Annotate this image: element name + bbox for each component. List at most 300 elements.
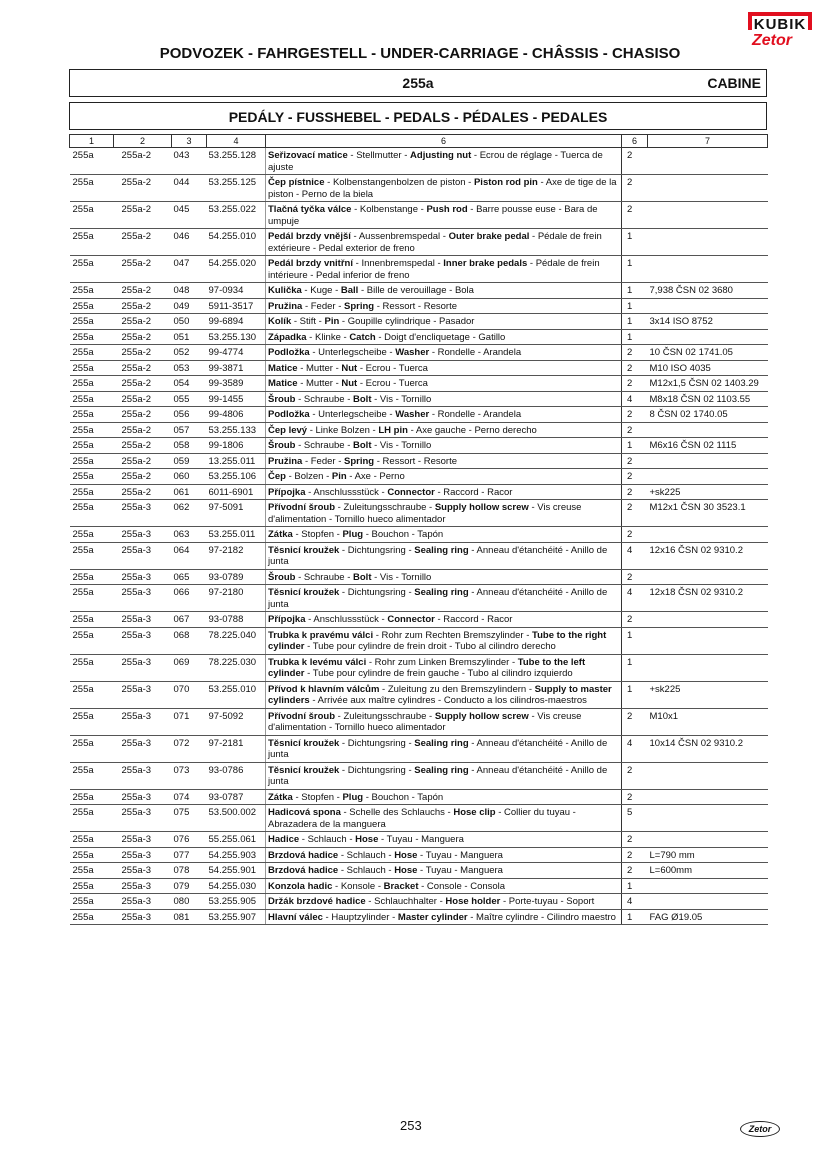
- cell-group: 255a: [70, 762, 114, 789]
- cell-position: 073: [172, 762, 207, 789]
- table-row: [70, 298, 768, 314]
- cell-part-number: 99-1455: [207, 391, 266, 407]
- cell-figure: 255a-3: [114, 612, 172, 628]
- cell-quantity: 2: [622, 569, 648, 585]
- cell-position: 055: [172, 391, 207, 407]
- cell-description: [266, 500, 622, 527]
- description-text: - Ressort - Resorte: [374, 300, 457, 312]
- description-text: - Stopfen -: [292, 791, 343, 803]
- description-bold: Adjusting nut: [410, 150, 472, 161]
- description-text: - Console - Consola: [418, 880, 506, 892]
- cell-note: [648, 329, 768, 345]
- description-bold: Přípojka: [268, 614, 306, 625]
- cell-figure: 255a-3: [114, 569, 172, 585]
- cell-note: 3x14 ISO 8752: [648, 314, 768, 330]
- kubik-logo: KUBIK: [748, 12, 812, 30]
- cell-position: 057: [172, 422, 207, 438]
- column-header: 7: [648, 135, 768, 148]
- cell-part-number: 97-2180: [207, 585, 266, 612]
- description-text: - Barre pousse euse - Bara de umpuje: [268, 204, 598, 227]
- cell-figure: 255a-3: [114, 789, 172, 805]
- description-bold: Šroub: [268, 440, 296, 451]
- description-text: - Porte-tuyau - Soport: [500, 896, 595, 907]
- table-row: [70, 894, 768, 910]
- cell-part-number: 53.255.128: [207, 148, 266, 175]
- description-text: - Mutter -: [297, 378, 342, 389]
- cell-description: [266, 229, 622, 256]
- table-row: [70, 345, 768, 361]
- description-bold: Bolt: [353, 393, 372, 405]
- table-row: [70, 484, 768, 500]
- cell-note: +sk225: [648, 681, 768, 708]
- cell-note: [648, 878, 768, 894]
- cell-note: [648, 612, 768, 628]
- description-text: - Dichtungsring -: [339, 587, 415, 598]
- table-row: [70, 585, 768, 612]
- cell-group: 255a: [70, 735, 114, 762]
- cell-quantity: 2: [622, 500, 648, 527]
- description-bold: Hose holder: [445, 896, 501, 907]
- description-bold: Pružina: [268, 455, 303, 467]
- cell-position: 077: [172, 847, 207, 863]
- description-bold: Sealing ring: [414, 544, 469, 556]
- description-text: - Schlauch -: [299, 834, 356, 845]
- cell-part-number: 99-3589: [207, 376, 266, 392]
- cell-description: [266, 175, 622, 202]
- cell-group: 255a: [70, 376, 114, 392]
- description-bold: Držák brzdové hadice: [268, 896, 366, 907]
- table-row: [70, 863, 768, 879]
- column-header: 3: [172, 135, 207, 148]
- cell-group: 255a: [70, 894, 114, 910]
- description-bold: Pin: [324, 316, 340, 327]
- description-bold: Přívod k hlavním válcům: [268, 683, 380, 695]
- cell-part-number: 97-5091: [207, 500, 266, 527]
- description-text: - Rohr zum Rechten Bremszylinder -: [373, 629, 533, 641]
- cell-part-number: 97-5092: [207, 708, 266, 735]
- description-bold: Těsnicí kroužek: [268, 587, 340, 598]
- description-text: - Axe - Perno: [346, 471, 405, 482]
- cell-part-number: 93-0786: [207, 762, 266, 789]
- description-text: - Vis creuse d'alimentation - Tornillo hueco alimentador: [268, 502, 582, 525]
- description-text: - Feder -: [302, 300, 345, 312]
- cell-description: [266, 298, 622, 314]
- description-text: - Zuleitungsschraube -: [335, 502, 435, 513]
- cell-figure: 255a-3: [114, 708, 172, 735]
- cell-position: 070: [172, 681, 207, 708]
- cell-figure: 255a-2: [114, 314, 172, 330]
- description-text: - Ressort - Resorte: [374, 455, 457, 467]
- table-row: [70, 202, 768, 229]
- cell-group: 255a: [70, 612, 114, 628]
- cell-position: 059: [172, 453, 207, 469]
- subtitle: PEDÁLY - FUSSHEBEL - PEDALS - PÉDALES - PEDALES: [228, 109, 608, 125]
- description-text: - Zuleitungsschraube -: [335, 710, 435, 722]
- cell-position: 054: [172, 376, 207, 392]
- cell-figure: 255a-3: [114, 585, 172, 612]
- cell-note: M10x1: [648, 708, 768, 735]
- description-bold: Bolt: [353, 571, 372, 583]
- cell-group: 255a: [70, 229, 114, 256]
- cell-note: 12x18 ČSN 02 9310.2: [648, 585, 768, 612]
- cell-figure: 255a-2: [114, 391, 172, 407]
- cell-part-number: 99-4774: [207, 345, 266, 361]
- description-text: - Schlauch -: [338, 849, 395, 861]
- parts-table-body: [70, 148, 768, 925]
- description-text: - Dichtungsring -: [339, 737, 415, 749]
- cell-quantity: 1: [622, 256, 648, 283]
- description-bold: Push rod: [426, 204, 468, 215]
- description-text: - Anneau d'étanchéité - Anillo de junta: [268, 764, 608, 787]
- description-text: - Konsole -: [332, 880, 384, 892]
- description-text: - Stellmutter -: [347, 150, 411, 161]
- description-text: - Vis - Tornillo: [371, 571, 432, 583]
- cell-figure: 255a-2: [114, 484, 172, 500]
- cell-group: 255a: [70, 542, 114, 569]
- cell-description: [266, 735, 622, 762]
- cell-note: [648, 202, 768, 229]
- description-text: - Dichtungsring -: [339, 764, 415, 776]
- cell-figure: 255a-2: [114, 360, 172, 376]
- table-row: [70, 453, 768, 469]
- cell-group: 255a: [70, 438, 114, 454]
- cell-quantity: 2: [622, 762, 648, 789]
- cell-note: FAG Ø19.05: [648, 909, 768, 925]
- cell-position: 063: [172, 527, 207, 543]
- cell-group: 255a: [70, 863, 114, 879]
- table-row: [70, 360, 768, 376]
- description-text: - Stopfen -: [292, 529, 343, 540]
- description-bold: Pin: [331, 471, 347, 482]
- cell-group: 255a: [70, 789, 114, 805]
- description-text: - Axe gauche - Perno derecho: [407, 424, 537, 436]
- cell-note: [648, 527, 768, 543]
- description-text: - Stift -: [291, 316, 325, 327]
- description-text: - Axe de tige de la piston - Perno de la biela: [268, 177, 617, 200]
- cell-part-number: 53.255.010: [207, 681, 266, 708]
- cell-quantity: 2: [622, 148, 648, 175]
- cell-figure: 255a-2: [114, 229, 172, 256]
- description-bold: Seřizovací matice: [268, 150, 348, 161]
- cell-description: [266, 863, 622, 879]
- cell-group: 255a: [70, 469, 114, 485]
- cell-description: [266, 283, 622, 299]
- cell-quantity: 2: [622, 612, 648, 628]
- cell-quantity: 2: [622, 422, 648, 438]
- cell-description: [266, 202, 622, 229]
- cell-description: [266, 438, 622, 454]
- cell-group: 255a: [70, 484, 114, 500]
- cell-position: 050: [172, 314, 207, 330]
- cell-quantity: 1: [622, 229, 648, 256]
- cell-description: [266, 762, 622, 789]
- cell-part-number: 97-2181: [207, 735, 266, 762]
- cell-position: 072: [172, 735, 207, 762]
- parts-table: [69, 134, 768, 925]
- cell-note: [648, 832, 768, 848]
- description-text: - Bouchon - Tapón: [363, 529, 444, 540]
- cell-group: 255a: [70, 654, 114, 681]
- cell-quantity: 1: [622, 681, 648, 708]
- description-text: - Mutter -: [297, 362, 342, 374]
- description-text: - Raccord - Racor: [434, 486, 513, 498]
- cell-description: [266, 542, 622, 569]
- cell-position: 064: [172, 542, 207, 569]
- cell-position: 067: [172, 612, 207, 628]
- description-text: - Vis - Tornillo: [371, 440, 432, 451]
- cell-description: [266, 832, 622, 848]
- cell-part-number: 54.255.030: [207, 878, 266, 894]
- description-bold: Podložka: [268, 409, 310, 420]
- cell-figure: 255a-2: [114, 148, 172, 175]
- cell-quantity: 2: [622, 407, 648, 423]
- cell-note: [648, 229, 768, 256]
- cell-group: 255a: [70, 500, 114, 527]
- cell-part-number: 53.500.002: [207, 805, 266, 832]
- description-bold: Tube to the right cylinder: [268, 629, 607, 652]
- cell-position: 052: [172, 345, 207, 361]
- description-text: - Maître cylindre - Cilindro maestro: [467, 911, 616, 923]
- cell-note: 7,938 ČSN 02 3680: [648, 283, 768, 299]
- cell-description: [266, 708, 622, 735]
- cell-quantity: 2: [622, 708, 648, 735]
- cell-description: [266, 453, 622, 469]
- cell-group: 255a: [70, 708, 114, 735]
- cell-part-number: 54.255.901: [207, 863, 266, 879]
- cell-figure: 255a-3: [114, 654, 172, 681]
- description-text: - Doigt d'encliquetage - Gatillo: [375, 331, 506, 343]
- cell-part-number: 78.225.030: [207, 654, 266, 681]
- cell-position: 043: [172, 148, 207, 175]
- description-bold: Connector: [387, 486, 435, 498]
- page-heading: PODVOZEK - FAHRGESTELL - UNDER-CARRIAGE - CHÂSSIS - CHASISO: [159, 45, 681, 62]
- cell-note: [648, 148, 768, 175]
- cell-note: [648, 298, 768, 314]
- cell-quantity: 2: [622, 202, 648, 229]
- table-row: [70, 229, 768, 256]
- cell-group: 255a: [70, 569, 114, 585]
- column-header: 1: [70, 135, 114, 148]
- table-row: [70, 527, 768, 543]
- description-bold: Matice: [268, 378, 298, 389]
- cell-description: [266, 654, 622, 681]
- description-text: - Innenbremspedal -: [353, 258, 444, 269]
- description-text: - Tuyau - Manguera: [378, 834, 464, 845]
- description-text: - Anneau d'étanchéité - Anillo de junta: [268, 737, 608, 760]
- table-row: [70, 762, 768, 789]
- cell-note: [648, 469, 768, 485]
- cell-note: M10 ISO 4035: [648, 360, 768, 376]
- description-text: - Tuyau - Manguera: [417, 849, 503, 861]
- description-bold: Hose clip: [453, 807, 496, 818]
- cell-description: [266, 805, 622, 832]
- cell-figure: 255a-3: [114, 735, 172, 762]
- cell-note: L=790 mm: [648, 847, 768, 863]
- cell-figure: 255a-2: [114, 175, 172, 202]
- cell-quantity: 2: [622, 453, 648, 469]
- description-bold: Bolt: [353, 440, 372, 451]
- cell-note: [648, 789, 768, 805]
- description-bold: Přívodní šroub: [268, 710, 336, 722]
- cell-quantity: 1: [622, 314, 648, 330]
- cell-description: [266, 789, 622, 805]
- cell-part-number: 5911-3517: [207, 298, 266, 314]
- cell-description: [266, 314, 622, 330]
- description-bold: Čep levý: [268, 424, 308, 436]
- description-bold: Brzdová hadice: [268, 865, 339, 876]
- cell-group: 255a: [70, 453, 114, 469]
- cell-position: 044: [172, 175, 207, 202]
- cell-position: 048: [172, 283, 207, 299]
- cell-part-number: 55.255.061: [207, 832, 266, 848]
- section-code: 255a: [402, 75, 434, 91]
- cell-group: 255a: [70, 805, 114, 832]
- description-bold: Supply hollow screw: [434, 710, 529, 722]
- cell-group: 255a: [70, 422, 114, 438]
- cell-position: 053: [172, 360, 207, 376]
- description-text: - Schraube -: [295, 440, 354, 451]
- description-text: - Tube pour cylindre de frein droit - Tubo al cilindro derecho: [304, 641, 556, 652]
- description-text: - Bolzen -: [285, 471, 332, 482]
- table-row: [70, 569, 768, 585]
- description-text: - Kolbenstangenbolzen de piston -: [324, 177, 474, 188]
- cell-note: M6x16 ČSN 02 1115: [648, 438, 768, 454]
- description-bold: Kolík: [268, 316, 292, 327]
- cell-part-number: 53.255.130: [207, 329, 266, 345]
- description-bold: Supply hollow screw: [434, 502, 529, 513]
- cell-position: 080: [172, 894, 207, 910]
- cell-figure: 255a-3: [114, 832, 172, 848]
- table-row: [70, 407, 768, 423]
- table-row: [70, 256, 768, 283]
- cell-note: 10x14 ČSN 02 9310.2: [648, 735, 768, 762]
- description-bold: Přívodní šroub: [268, 502, 336, 513]
- cell-part-number: 54.255.020: [207, 256, 266, 283]
- cell-quantity: 2: [622, 469, 648, 485]
- description-bold: Čep: [268, 471, 286, 482]
- description-bold: Čep pístnice: [268, 177, 325, 188]
- cell-position: 045: [172, 202, 207, 229]
- cell-description: [266, 527, 622, 543]
- description-text: - Raccord - Racor: [434, 614, 513, 625]
- cell-quantity: 1: [622, 298, 648, 314]
- cell-figure: 255a-3: [114, 894, 172, 910]
- cell-position: 058: [172, 438, 207, 454]
- cell-description: [266, 894, 622, 910]
- description-bold: Těsnicí kroužek: [268, 544, 340, 556]
- description-bold: Catch: [349, 331, 376, 343]
- cell-position: 061: [172, 484, 207, 500]
- cell-position: 062: [172, 500, 207, 527]
- description-text: - Arrivée aux maître cylindres - Conducto a los cilindros-maestros: [309, 695, 587, 706]
- description-bold: Těsnicí kroužek: [268, 737, 340, 749]
- table-row: [70, 175, 768, 202]
- description-bold: Piston rod pin: [473, 177, 538, 188]
- table-row: [70, 708, 768, 735]
- cell-position: 047: [172, 256, 207, 283]
- description-bold: Spring: [344, 300, 375, 312]
- cell-part-number: 99-4806: [207, 407, 266, 423]
- cell-part-number: 53.255.106: [207, 469, 266, 485]
- cell-note: 12x16 ČSN 02 9310.2: [648, 542, 768, 569]
- cell-figure: 255a-3: [114, 542, 172, 569]
- description-text: - Klinke -: [306, 331, 350, 343]
- cell-note: [648, 762, 768, 789]
- cell-quantity: 2: [622, 175, 648, 202]
- description-text: - Schelle des Schlauchs -: [340, 807, 454, 818]
- cell-note: [648, 627, 768, 654]
- cell-group: 255a: [70, 407, 114, 423]
- cell-part-number: 53.255.022: [207, 202, 266, 229]
- cell-description: [266, 627, 622, 654]
- table-row: [70, 735, 768, 762]
- cell-position: 078: [172, 863, 207, 879]
- cell-part-number: 54.255.903: [207, 847, 266, 863]
- cell-figure: 255a-2: [114, 422, 172, 438]
- cell-part-number: 97-0934: [207, 283, 266, 299]
- description-text: - Rondelle - Arandela: [429, 347, 522, 358]
- cell-quantity: 2: [622, 832, 648, 848]
- cell-figure: 255a-3: [114, 681, 172, 708]
- cell-quantity: 1: [622, 654, 648, 681]
- description-text: - Linke Bolzen -: [307, 424, 379, 436]
- description-bold: Hose: [355, 834, 379, 845]
- description-bold: Šroub: [268, 571, 296, 583]
- column-header: 6: [266, 135, 622, 148]
- table-row: [70, 654, 768, 681]
- cell-description: [266, 681, 622, 708]
- description-bold: Pedál brzdy vnitřní: [268, 258, 353, 269]
- cell-group: 255a: [70, 360, 114, 376]
- description-bold: Sealing ring: [414, 737, 469, 749]
- table-row: [70, 847, 768, 863]
- cell-note: [648, 256, 768, 283]
- description-bold: Washer: [395, 409, 430, 420]
- table-row: [70, 542, 768, 569]
- description-text: - Pédale de frein intérieure - Pedal inferior de freno: [268, 258, 600, 281]
- description-text: - Vis creuse d'alimentation - Tornillo hueco alimentador: [268, 710, 582, 733]
- cell-part-number: 53.255.133: [207, 422, 266, 438]
- cell-quantity: 4: [622, 735, 648, 762]
- cell-part-number: 53.255.907: [207, 909, 266, 925]
- cell-description: [266, 148, 622, 175]
- cell-group: 255a: [70, 527, 114, 543]
- cell-description: [266, 612, 622, 628]
- section-box: [69, 69, 767, 97]
- description-bold: Plug: [342, 529, 364, 540]
- cell-group: 255a: [70, 878, 114, 894]
- cell-part-number: 99-6894: [207, 314, 266, 330]
- cell-figure: 255a-3: [114, 527, 172, 543]
- cell-quantity: 1: [622, 438, 648, 454]
- column-header: 4: [207, 135, 266, 148]
- cell-description: [266, 878, 622, 894]
- cell-figure: 255a-2: [114, 256, 172, 283]
- cell-note: [648, 175, 768, 202]
- cell-position: 068: [172, 627, 207, 654]
- cell-group: 255a: [70, 314, 114, 330]
- cell-group: 255a: [70, 283, 114, 299]
- cell-group: 255a: [70, 391, 114, 407]
- cell-description: [266, 585, 622, 612]
- description-text: - Hauptzylinder -: [322, 911, 398, 923]
- cell-note: [648, 422, 768, 438]
- table-row: [70, 391, 768, 407]
- description-text: - Pédale de frein extérieure - Pedal exterior de freno: [268, 231, 602, 254]
- column-header: 6: [622, 135, 648, 148]
- description-bold: Sealing ring: [414, 764, 469, 776]
- cell-group: 255a: [70, 256, 114, 283]
